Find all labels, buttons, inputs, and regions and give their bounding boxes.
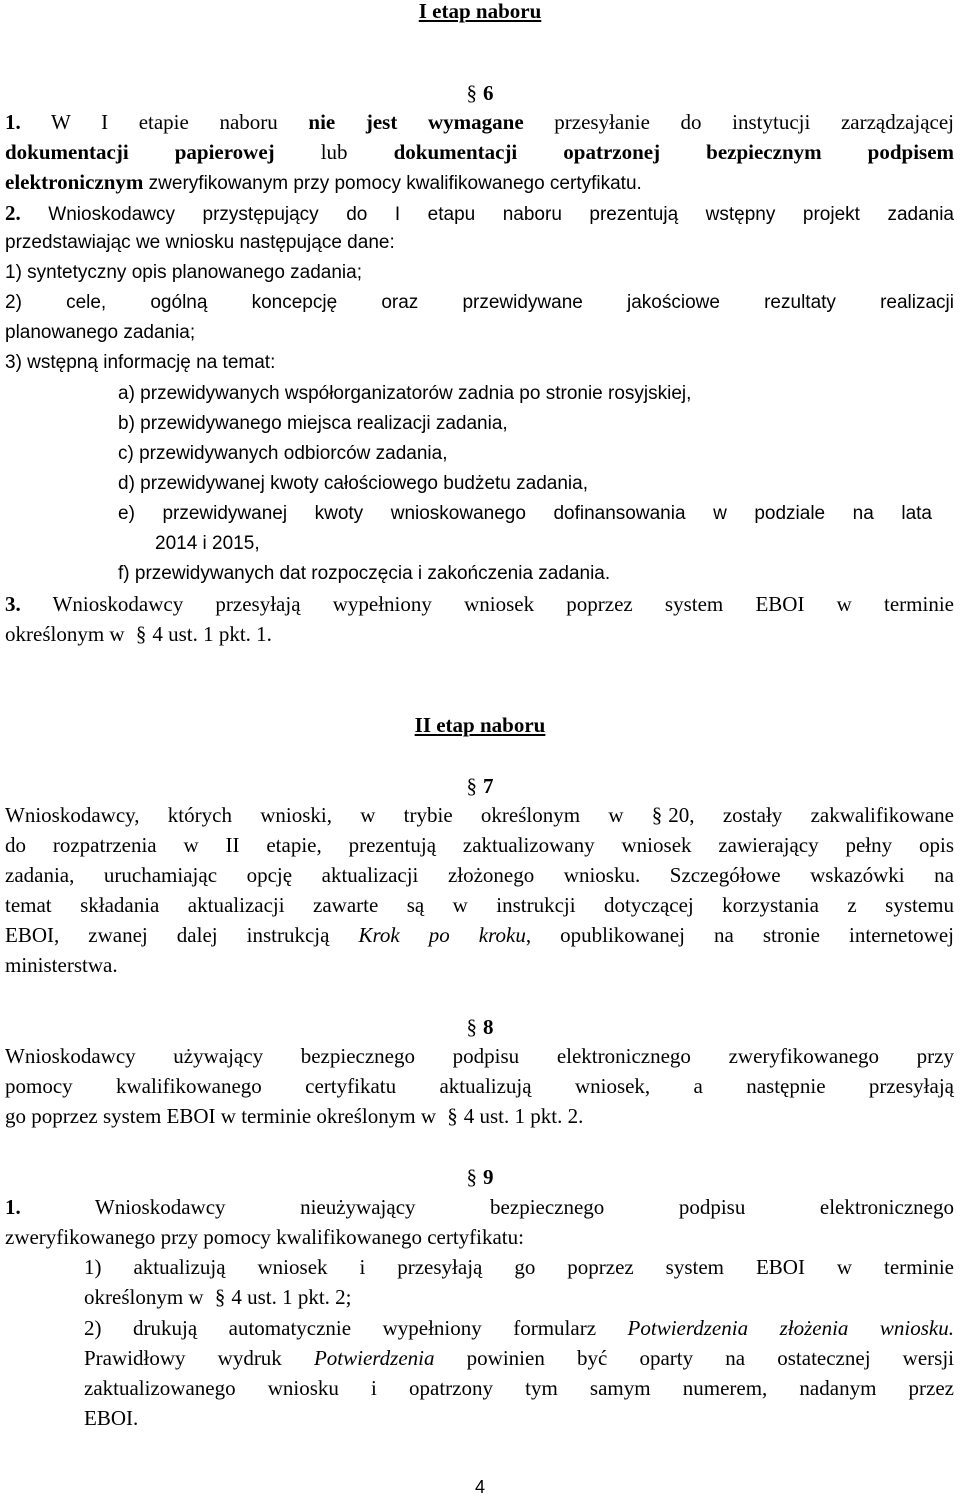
par9-item1-line2: określonym w § 4 ust. 1 pkt. 2;: [84, 1285, 352, 1309]
par9-item1-line1: 1) aktualizują wniosek i przesyłają go poprzez system EBOI w terminie: [84, 1255, 954, 1279]
par6-item3: 3) wstępną informację na temat:: [5, 352, 276, 373]
par6-point3-line2: określonym w § 4 ust. 1 pkt. 1.: [5, 622, 272, 646]
par9-item2-line1: 2) drukują automatycznie wypełniony formularz Potwierdzenia złożenia wniosku.: [84, 1316, 954, 1340]
par6-sub-d: d) przewidywanej kwoty całościowego budżetu zadania,: [118, 473, 588, 494]
par6-sub-e-line2: 2014 i 2015,: [155, 533, 260, 554]
par6-item2-line1: 2) cele, ogólną koncepcję oraz przewidywane jakościowe rezultaty realizacji: [5, 292, 954, 313]
par7-line4: temat składania aktualizacji zawarte są w instrukcji dotyczącej korzystania z systemu: [5, 893, 954, 917]
par7-line2: do rozpatrzenia w II etapie, prezentują zaktualizowany wniosek zawierający pełny opis: [5, 833, 954, 857]
par6-sub-b: b) przewidywanego miejsca realizacji zadania,: [118, 413, 508, 434]
par9-point1-line1: 1. Wnioskodawcy nieużywający bezpiecznego podpisu elektronicznego: [5, 1195, 954, 1219]
par9-item2-line2: Prawidłowy wydruk Potwierdzenia powinien być oparty na ostatecznej wersji: [84, 1346, 954, 1370]
par6-sub-a: a) przewidywanych współorganizatorów zadnia po stronie rosyjskiej,: [118, 383, 692, 404]
par7-line1: Wnioskodawcy, których wnioski, w trybie określonym w § 20, zostały zakwalifikowane: [5, 803, 954, 827]
par6-item2-line2: planowanego zadania;: [5, 322, 196, 343]
par9-point1-line2: zweryfikowanego przy pomocy kwalifikowanego certyfikatu:: [5, 1225, 524, 1249]
paragraph-9-heading: § 9: [466, 1165, 494, 1189]
par6-point2-line2: przedstawiając we wniosku następujące dane:: [5, 232, 395, 253]
stage2-heading: II etap naboru: [414, 713, 546, 737]
par7-line6: ministerstwa.: [5, 953, 118, 977]
par9-item2-line4: EBOI.: [84, 1406, 139, 1430]
par7-line5: EBOI, zwanej dalej instrukcją Krok po kroku, opublikowanej na stronie internetowej: [5, 923, 954, 947]
par8-line2: pomocy kwalifikowanego certyfikatu aktualizują wniosek, a następnie przesyłają: [5, 1074, 954, 1098]
par8-line1: Wnioskodawcy używający bezpiecznego podpisu elektronicznego zweryfikowanego przy: [5, 1044, 954, 1068]
par8-line3: go poprzez system EBOI w terminie określonym w § 4 ust. 1 pkt. 2.: [5, 1104, 584, 1128]
par6-sub-f: f) przewidywanych dat rozpoczęcia i zakończenia zadania.: [118, 563, 611, 584]
par6-item1: 1) syntetyczny opis planowanego zadania;: [5, 262, 363, 283]
par7-line3: zadania, uruchamiając opcję aktualizacji złożonego wniosku. Szczegółowe wskazówki na: [5, 863, 954, 887]
paragraph-8-heading: § 8: [466, 1015, 494, 1039]
par6-point2-line1: 2. Wnioskodawcy przystępujący do I etapu naboru prezentują wstępny projekt zadania: [5, 201, 954, 225]
par6-point1-line1: 1. W I etapie naboru nie jest wymagane przesyłanie do instytucji zarządzającej: [5, 110, 954, 134]
paragraph-6-heading: § 6: [466, 81, 494, 105]
stage1-heading: I etap naboru: [418, 0, 542, 23]
par6-sub-c: c) przewidywanych odbiorców zadania,: [118, 443, 448, 464]
par6-point1-line2: dokumentacji papierowej lub dokumentacji opatrzonej bezpiecznym podpisem: [5, 140, 954, 164]
par6-point1-line3: elektronicznym zweryfikowanym przy pomocy kwalifikowanego certyfikatu.: [5, 170, 642, 194]
par9-item2-line3: zaktualizowanego wniosku i opatrzony tym samym numerem, nadanym przez: [84, 1376, 954, 1400]
par6-point3-line1: 3. Wnioskodawcy przesyłają wypełniony wniosek poprzez system EBOI w terminie: [5, 592, 954, 616]
paragraph-7-heading: § 7: [466, 774, 494, 798]
par6-sub-e-line1: e) przewidywanej kwoty wnioskowanego dofinansowania w podziale na lata: [118, 503, 932, 524]
page-number: 4: [474, 1477, 485, 1497]
